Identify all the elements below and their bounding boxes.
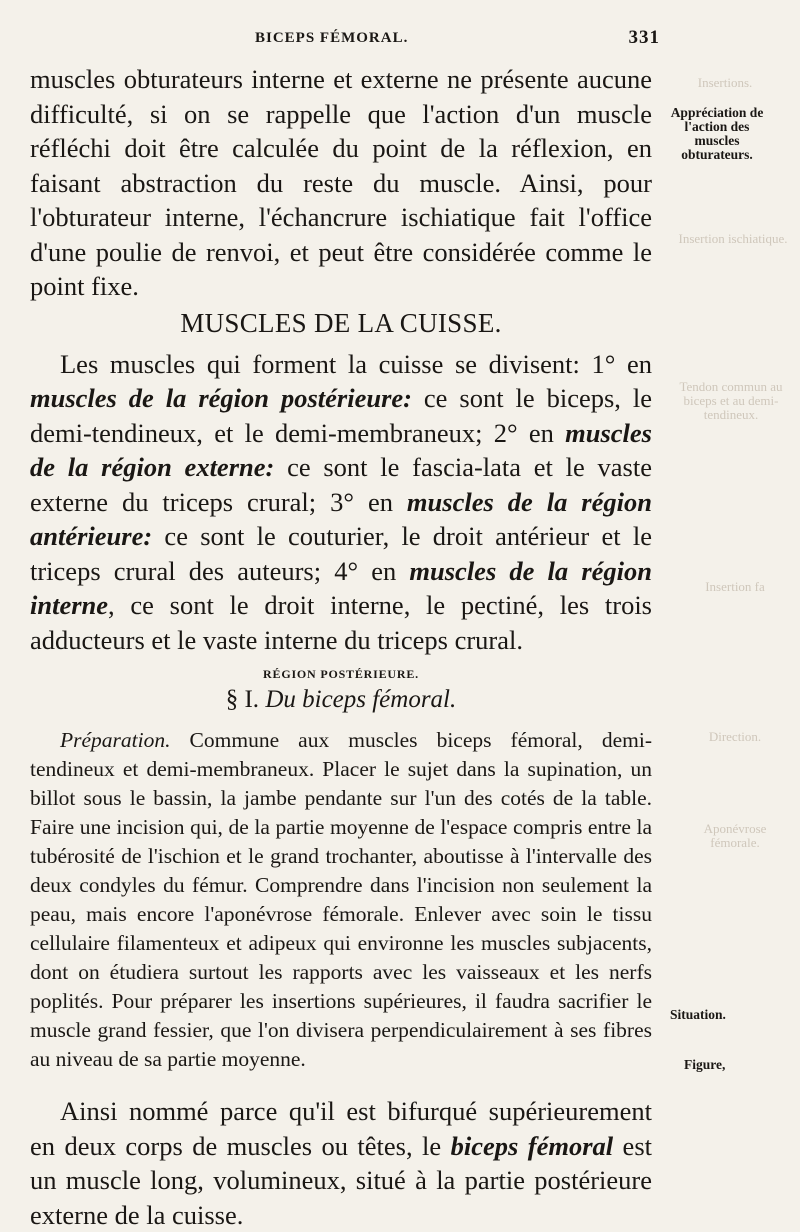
division-text-1: Les muscles qui forment la cuisse se divisent: 1° en [60, 348, 652, 379]
division-italic-anterior: muscles de la région antérieure: [30, 486, 652, 551]
bleed-note-tendon: Tendon commun au biceps et au demi-tendineux. [679, 379, 783, 422]
main-text-column [30, 62, 652, 1232]
bleed-note-aponevrose: Aponévrose fémorale. [703, 821, 767, 850]
margin-note-situation: Situation. [670, 1007, 726, 1022]
paragraph-title-text: Du biceps fémoral. [265, 686, 457, 713]
page-number: 331 [628, 27, 660, 48]
division-italic-internal: muscles de la région interne [30, 555, 652, 620]
division-text-5: , ce sont le droit interne, le pectiné, les trois adducteurs et le vaste interne du triceps crural. [30, 590, 652, 655]
division-paragraph [30, 347, 652, 658]
intro-paragraph: muscles obturateurs interne et externe ne présente aucune difficulté, si on se rappelle que l'action d'un muscle réfléchi doit être calculée du point de la réflexion, en faisant abstraction du reste du muscle. Ainsi, pour l'obturateur interne, l'échancrure ischiatique fait l'office d'une poulie de renvoi, et peut être considérée comme le point fixe. [30, 64, 652, 301]
margin-note-figure: Figure, [684, 1057, 726, 1072]
bleed-note-insertion-ischiatique: Insertion ischiatique. [678, 231, 788, 246]
bleed-note-insertion-fa: Insertion fa [705, 579, 765, 594]
closing-text-2: est un muscle long, volumineux, situé à la partie postérieure externe de la cuisse. [30, 1130, 652, 1230]
division-text-3: ce sont le fascia-lata et le vaste externe du triceps crural; 3° en [30, 452, 652, 517]
closing-italic-biceps: biceps fémoral [450, 1130, 614, 1161]
closing-text-1: Ainsi nommé parce qu'il est bifurqué supérieurement en deux corps de muscles ou têtes, le [30, 1096, 652, 1161]
bleed-note-insertions: Insertions. [697, 75, 753, 90]
division-text-4: ce sont le couturier, le droit antérieur et le triceps crural des auteurs; 4° en [30, 521, 652, 586]
division-italic-posterior: muscles de la région postérieure: [30, 383, 412, 413]
closing-paragraph [30, 1094, 652, 1232]
bleed-note-direction: Direction. [708, 729, 762, 744]
paragraph-number: § I. [225, 686, 266, 713]
region-heading: RÉGION POSTÉRIEURE. [263, 667, 419, 681]
preparation-label: Préparation. [60, 728, 171, 752]
division-text-2: ce sont le biceps, le demi-tendineux, et le demi-membraneux; 2° en [30, 383, 652, 448]
paragraph-title [30, 686, 652, 714]
running-title: BICEPS FÉMORAL. [255, 30, 409, 46]
division-italic-external: muscles de la région externe: [30, 417, 652, 482]
section-title: MUSCLES DE LA CUISSE. [180, 307, 502, 338]
preparation-text: Commune aux muscles biceps fémoral, demi-tendineux et demi-membraneux. Placer le sujet dans la supination, un billot sous le bassin, la jambe pendante sur l'un des cotés de la table. Faire une incision qui, de la partie moyenne de l'espace compris entre la tubérosité de l'ischion et le grand trochanter, aboutisse à l'intervalle des deux condyles du fémur. Comprendre dans l'incision non seulement la peau, mais encore l'aponévrose fémorale. Enlever avec soin le tissu cellulaire filamenteux et adipeux qui environne les muscles subjacents, dont on étudiera surtout les rapports avec les vaisseaux et les nerfs poplités. Pour préparer les insertions supérieures, il faudra sacrifier le muscle grand fessier, que l'on divisera perpendiculairement à ses fibres au niveau de sa partie moyenne. [30, 728, 652, 1071]
margin-note-appreciation: Appréciation de l'action des muscles obturateurs. [670, 105, 764, 162]
preparation-paragraph [30, 726, 652, 1074]
paragraph-gap [30, 1074, 652, 1094]
